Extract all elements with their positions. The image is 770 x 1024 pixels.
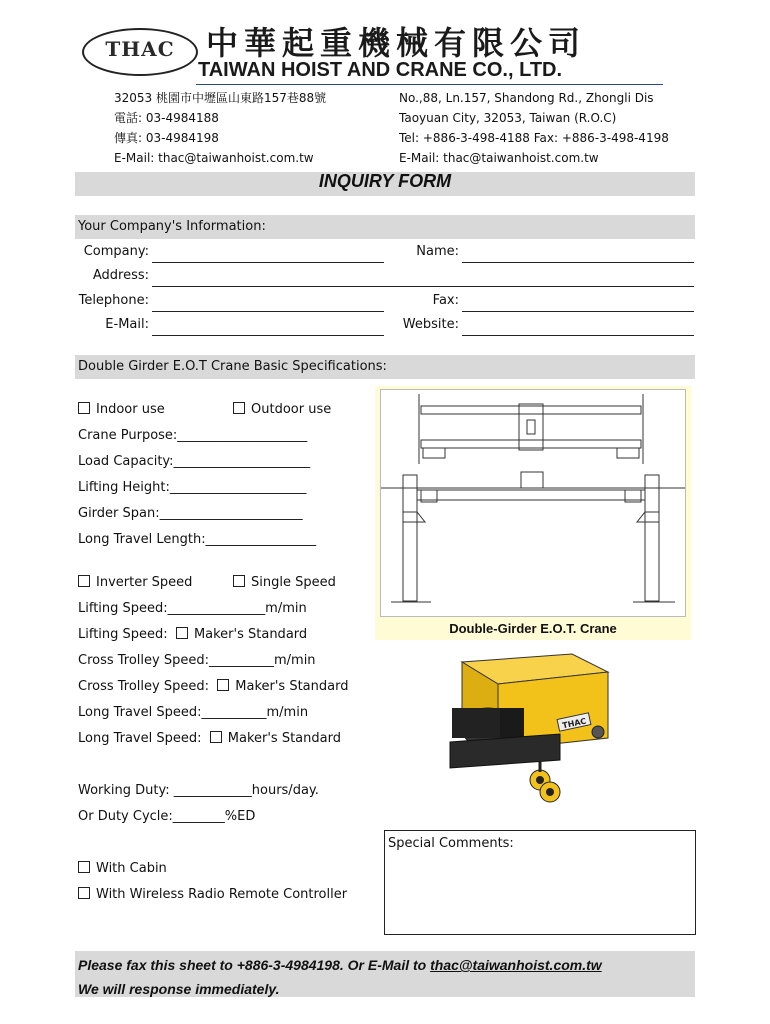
- lifting-speed-standard-checkbox[interactable]: [176, 627, 188, 639]
- long-travel-standard-text: Maker's Standard: [227, 731, 341, 746]
- address-label: Address:: [92, 268, 149, 283]
- address-local: [114, 88, 326, 168]
- header-rule: [196, 84, 663, 85]
- telephone-field[interactable]: [152, 311, 384, 312]
- logo-text: THAC: [105, 37, 175, 61]
- single-speed-option[interactable]: [233, 575, 336, 590]
- outdoor-label: Outdoor use: [251, 402, 332, 417]
- crane-figure-caption: Double-Girder E.O.T. Crane: [449, 621, 617, 636]
- footer-text: [78, 953, 602, 1001]
- phone-local: 電話: 03-4984188: [114, 111, 219, 125]
- fax-local: 傳真: 03-4984198: [114, 131, 219, 145]
- long-travel-standard-checkbox[interactable]: [210, 731, 222, 743]
- name-field[interactable]: [462, 262, 694, 263]
- with-remote-checkbox[interactable]: [78, 887, 90, 899]
- indoor-checkbox[interactable]: [78, 402, 90, 414]
- inverter-speed-checkbox[interactable]: [78, 575, 90, 587]
- fax-label: Fax:: [432, 293, 459, 308]
- working-duty-field[interactable]: Working Duty: ____________hours/day.: [78, 783, 319, 798]
- long-travel-speed-field[interactable]: Long Travel Speed:__________m/min: [78, 705, 309, 720]
- lifting-height-field[interactable]: Lifting Height:_____________________: [78, 480, 307, 495]
- girder-span-field[interactable]: Girder Span:______________________: [78, 506, 303, 521]
- email-local: E-Mail: thac@taiwanhoist.com.tw: [114, 151, 314, 165]
- outdoor-option[interactable]: [233, 402, 331, 417]
- cross-trolley-standard-checkbox[interactable]: [217, 679, 229, 691]
- lifting-speed-standard[interactable]: [78, 627, 307, 642]
- cross-trolley-speed-field[interactable]: Cross Trolley Speed:__________m/min: [78, 653, 316, 668]
- tel-fax-intl: Tel: +886-3-498-4188 Fax: +886-3-498-4198: [399, 131, 669, 145]
- special-comments-title: Special Comments:: [388, 836, 514, 851]
- with-cabin-option[interactable]: [78, 861, 167, 876]
- cross-trolley-standard[interactable]: [78, 679, 348, 694]
- lifting-speed-standard-text: Maker's Standard: [193, 627, 308, 642]
- website-label: Website:: [402, 317, 459, 332]
- lifting-speed-standard-label: Lifting Speed:: [78, 627, 168, 642]
- indoor-label: Indoor use: [96, 402, 165, 417]
- email-intl: E-Mail: thac@taiwanhoist.com.tw: [399, 151, 599, 165]
- address-intl-line1: No.,88, Ln.157, Shandong Rd., Zhongli Dis: [399, 91, 654, 105]
- double-girder-crane-drawing: [381, 390, 685, 616]
- outdoor-checkbox[interactable]: [233, 402, 245, 414]
- with-remote-label: With Wireless Radio Remote Controller: [96, 887, 348, 902]
- address-international: [399, 88, 669, 168]
- inverter-speed-option[interactable]: [78, 575, 192, 590]
- long-travel-standard[interactable]: [78, 731, 341, 746]
- indoor-option[interactable]: [78, 402, 165, 417]
- with-cabin-label: With Cabin: [96, 861, 167, 876]
- load-capacity-field[interactable]: Load Capacity:_____________________: [78, 454, 311, 469]
- long-travel-standard-label: Long Travel Speed:: [78, 731, 202, 746]
- company-section-heading: Your Company's Information:: [78, 219, 266, 234]
- email-label: E-Mail:: [105, 317, 149, 332]
- footer-fax-instruction: Please fax this sheet to +886-3-4984198. Or E-Mail to: [78, 957, 431, 973]
- company-field[interactable]: [152, 262, 384, 263]
- duty-cycle-field[interactable]: Or Duty Cycle:________%ED: [78, 809, 256, 824]
- address-intl-line2: Taoyuan City, 32053, Taiwan (R.O.C): [399, 111, 617, 125]
- fax-field[interactable]: [462, 311, 694, 312]
- hoist-badge-text: THAC: [561, 716, 588, 731]
- cross-trolley-standard-text: Maker's Standard: [235, 679, 349, 694]
- spec-section-heading: Double Girder E.O.T Crane Basic Specifications:: [78, 359, 387, 374]
- company-label: Company:: [83, 244, 149, 259]
- hoist-image: [440, 650, 630, 810]
- crane-drawing: [380, 389, 686, 617]
- long-travel-length-field[interactable]: Long Travel Length:_________________: [78, 532, 317, 547]
- electric-wire-rope-hoist-illustration: [440, 650, 630, 810]
- company-name-chinese: 中華起重機械有限公司: [206, 24, 587, 62]
- name-label: Name:: [416, 244, 459, 259]
- footer-email-link[interactable]: thac@taiwanhoist.com.tw: [430, 957, 602, 973]
- crane-purpose-field[interactable]: Crane Purpose:____________________: [78, 428, 308, 443]
- website-field[interactable]: [462, 335, 694, 336]
- footer-line-2: We will response immediately.: [78, 981, 280, 997]
- email-field[interactable]: [152, 335, 384, 336]
- company-name-english: TAIWAN HOIST AND CRANE CO., LTD.: [198, 59, 563, 81]
- lifting-speed-field[interactable]: Lifting Speed:_______________m/min: [78, 601, 307, 616]
- with-cabin-checkbox[interactable]: [78, 861, 90, 873]
- inverter-speed-label: Inverter Speed: [96, 575, 193, 590]
- address-field[interactable]: [152, 286, 694, 287]
- with-remote-option[interactable]: [78, 887, 347, 902]
- single-speed-checkbox[interactable]: [233, 575, 245, 587]
- form-title: INQUIRY FORM: [318, 171, 452, 191]
- footer-line-1: [78, 953, 602, 977]
- telephone-label: Telephone:: [78, 293, 149, 308]
- address-local-line: 32053 桃園市中壢區山東路157巷88號: [114, 91, 327, 105]
- cross-trolley-standard-label: Cross Trolley Speed:: [78, 679, 209, 694]
- single-speed-label: Single Speed: [251, 575, 336, 590]
